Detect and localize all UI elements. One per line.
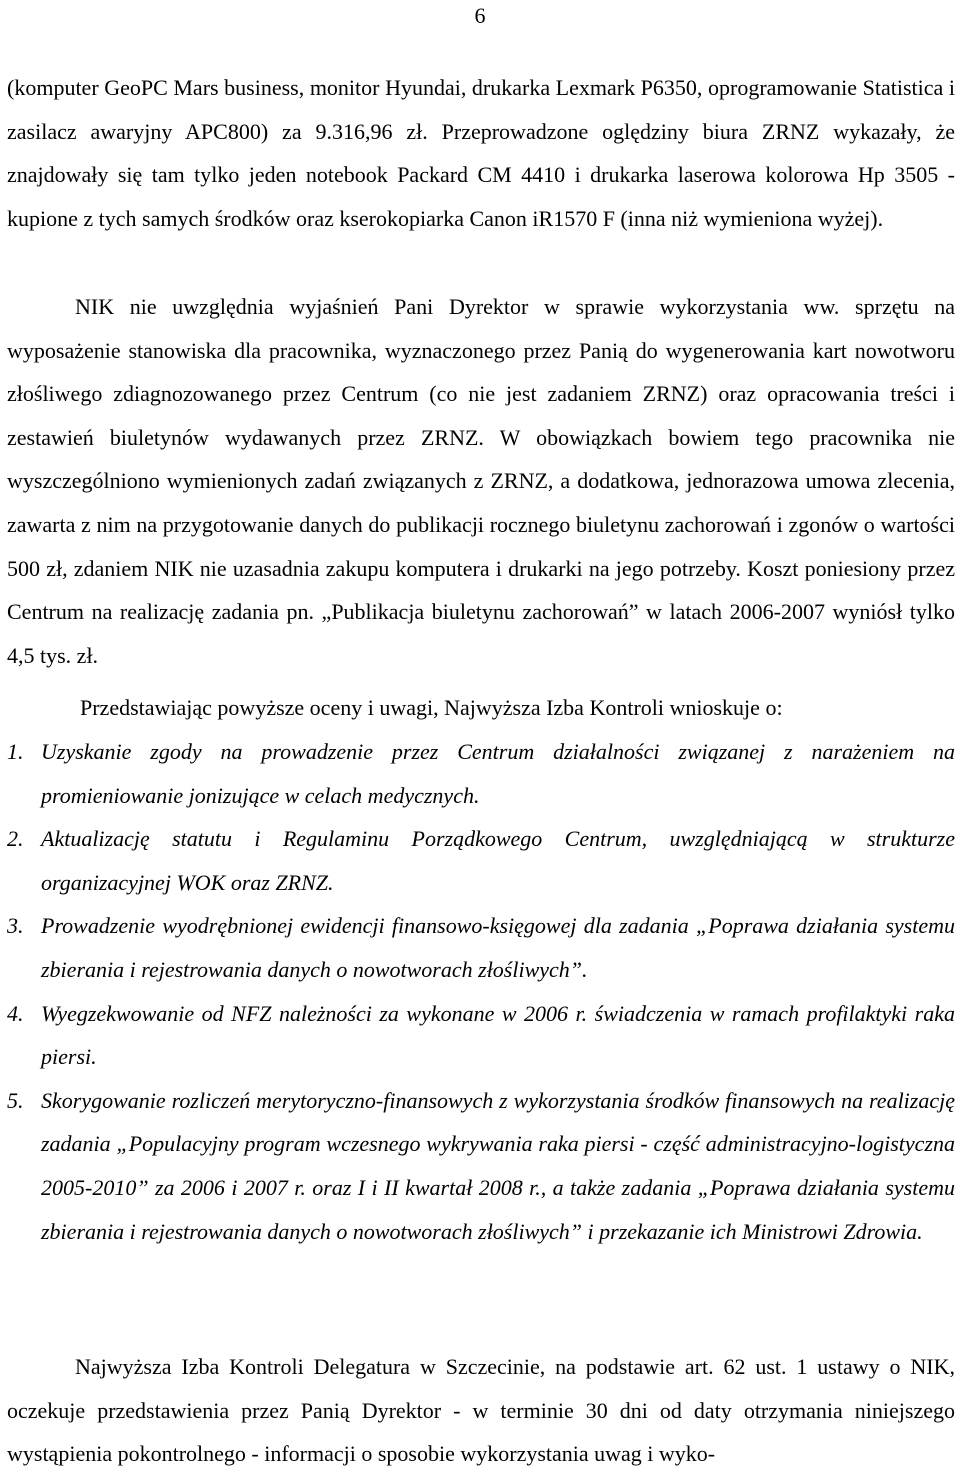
recommendation-number: 4. xyxy=(7,1000,24,1026)
recommendation-text: Wyegzekwowanie od NFZ należności za wykonane w 2006 r. świadczenia w ramach profilaktyki raka piersi. xyxy=(41,1000,955,1070)
recommendations-intro: Przedstawiając powyższe oceny i uwagi, Najwyższa Izba Kontroli wnioskuje o: xyxy=(80,695,783,720)
recommendation-number: 1. xyxy=(7,739,24,764)
recommendation-item xyxy=(7,730,955,817)
recommendation-text: Aktualizację statutu i Regulaminu Porządkowego Centrum, uwzględniającą w strukturze organizacyjnej WOK oraz ZRNZ. xyxy=(41,826,955,895)
paragraph-closing xyxy=(7,1345,955,1476)
recommendation-item xyxy=(7,817,955,904)
paragraph-equipment: (komputer GeoPC Mars business, monitor Hyundai, drukarka Lexmark P6350, oprogramowanie Statistica i zasilacz awaryjny APC800) za 9.316,96 zł. Przeprowadzone oględziny biura ZRNZ wykazały, że znajdowały się tam tylko jeden notebook Packard CM 4410 i drukarka laserowa kolorowa Hp 3505 - kupione z tych samych środków oraz kserokopiarka Canon iR1570 F (inna niż wymieniona wyżej). xyxy=(7,75,955,231)
paragraph-nik-assessment xyxy=(7,285,955,677)
recommendation-text: Uzyskanie zgody na prowadzenie przez Centrum działalności związanej z narażeniem na promieniowanie jonizujące w celach medycznych. xyxy=(41,739,955,808)
page-number: 6 xyxy=(474,3,486,28)
recommendation-text: Skorygowanie rozliczeń merytoryczno-finansowych z wykorzystania środków finansowych na realizację zadania „Populacyjny program wczesnego wykrywania raka piersi - część administracyjno-logistyczna 2005-2010” za 2006 i 2007 r. oraz I i II kwartał 2008 r., a także zadania „Poprawa działania systemu zbierania i rejestrowania danych o nowotworach złośliwych” i przekazanie ich Ministrowi Zdrowia. xyxy=(41,1087,955,1244)
paragraph-nik-assessment-text: NIK nie uwzględnia wyjaśnień Pani Dyrektor w sprawie wykorzystania ww. sprzętu na wyposażenie stanowiska dla pracownika, wyznaczonego przez Panią do wygenerowania kart nowotworu złośliwego zdiagnozowanego przez Centrum (co nie jest zadaniem ZRNZ) oraz opracowania treści i zestawień biuletynów wydawanych przez ZRNZ. W obowiązkach bowiem tego pracownika nie wyszczególniono wymienionych zadań związanych z ZRNZ, a dodatkowa, jednorazowa umowa zlecenia, zawarta z nim na przygotowanie danych do publikacji rocznego biuletynu zachorowań i zgonów o wartości 500 zł, zdaniem NIK nie uzasadnia zakupu komputera i drukarki na jego potrzeby. Koszt poniesiony przez Centrum na realizację zadania pn. „Publikacja biuletynu zachorowań” w latach 2006-2007 wyniósł tylko 4,5 tys. zł. xyxy=(7,294,955,668)
recommendation-item xyxy=(7,992,955,1079)
recommendations-list xyxy=(7,730,955,1253)
recommendation-item xyxy=(7,904,955,991)
recommendation-text: Prowadzenie wyodrębnionej ewidencji finansowo-księgowej dla zadania „Poprawa działania systemu zbierania i rejestrowania danych o nowotworach złośliwych”. xyxy=(41,913,955,982)
recommendation-item xyxy=(7,1079,955,1253)
recommendation-number: 5. xyxy=(7,1087,24,1113)
recommendation-number: 3. xyxy=(7,913,24,939)
paragraph-closing-text: Najwyższa Izba Kontroli Delegatura w Szczecinie, na podstawie art. 62 ust. 1 ustawy o NIK, oczekuje przedstawienia przez Panią Dyrektor - w terminie 30 dni od daty otrzymania niniejszego wystąpienia pokontrolnego - informacji o sposobie wykorzystania uwag i wyko- xyxy=(7,1354,955,1467)
recommendation-number: 2. xyxy=(7,826,24,852)
